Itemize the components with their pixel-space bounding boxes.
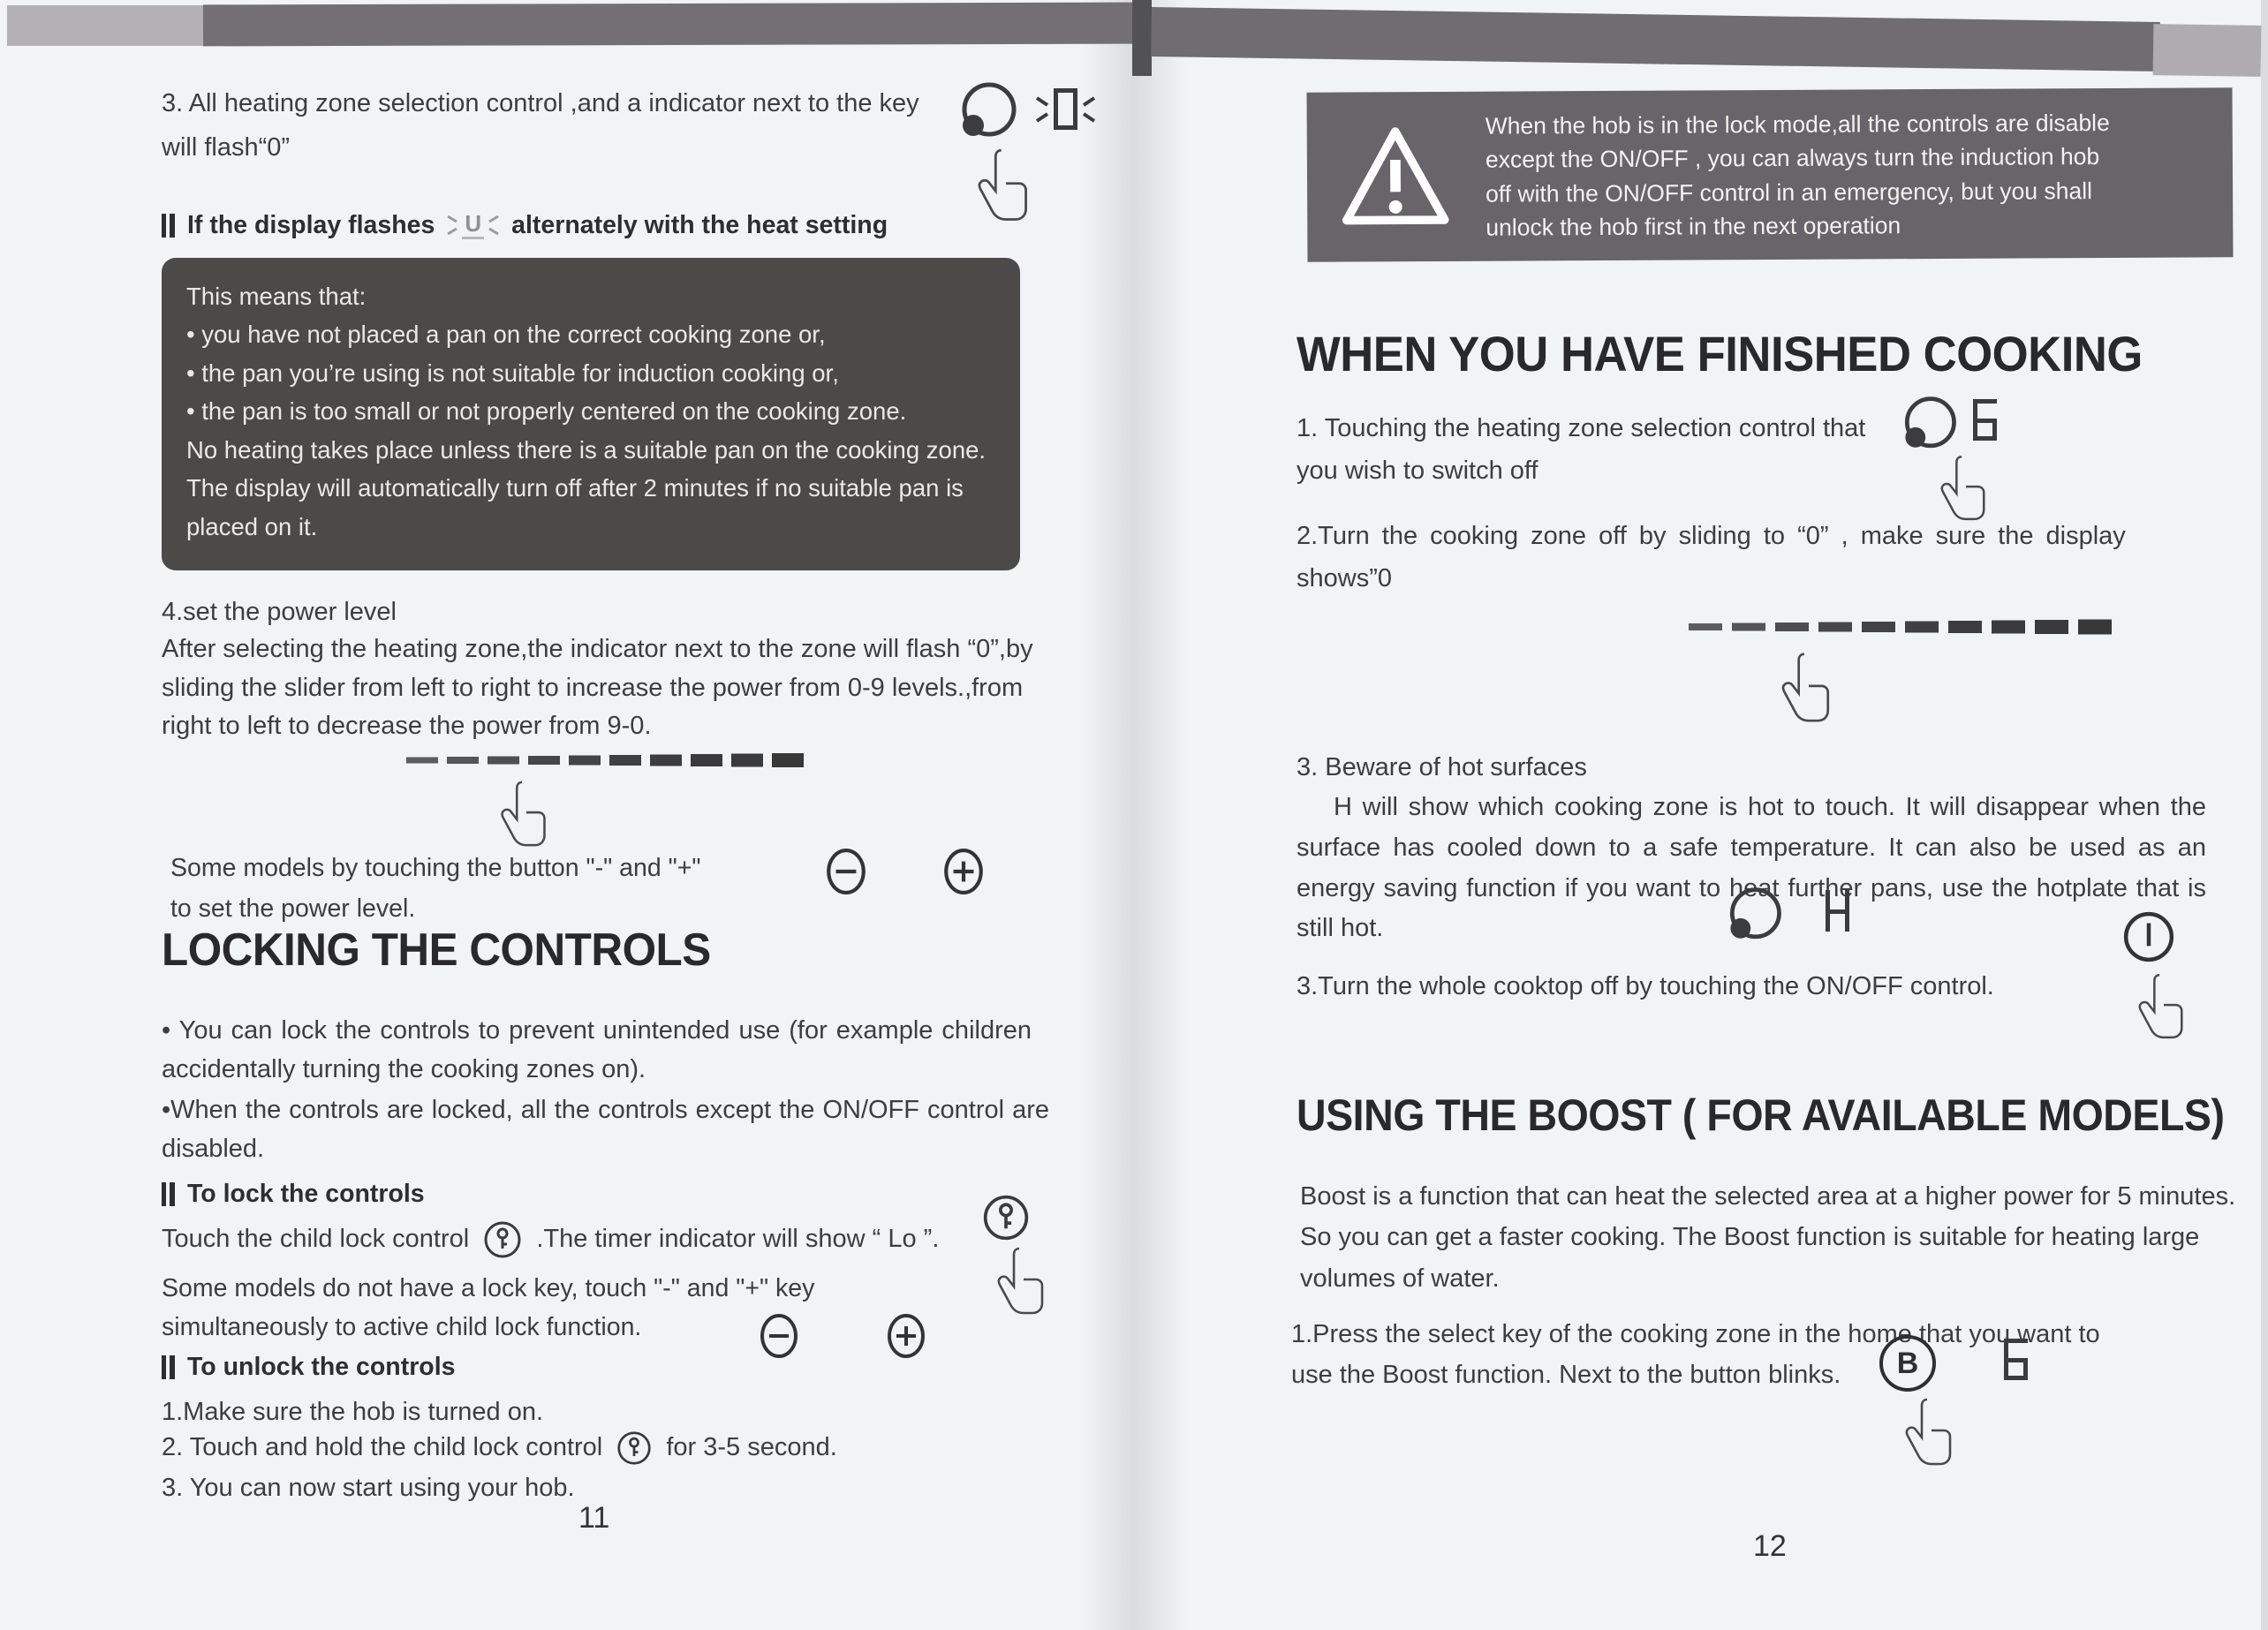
some-models-line2: to set the power level. (170, 894, 416, 923)
warning-line: off with the ON/OFF control in an emergency, but you shall (1486, 177, 2093, 208)
lock-bullet1: • You can lock the controls to prevent unintended use (for example children accidentally turning the cooking zones on). (162, 1016, 1032, 1083)
info-box-bullet: • the pan is too small or not properly centered on the cooking zone. (186, 397, 907, 426)
to-lock-line2: Some models do not have a lock key, touch "-" and "+" key (162, 1274, 815, 1302)
info-box-bullet: • you have not placed a pan on the correct cooking zone or, (186, 321, 826, 349)
step4-title: 4.set the power level (162, 598, 397, 626)
unlock-step3: 3. You can now start using your hob. (162, 1474, 575, 1502)
flash-heading-post: alternately with the heat setting (511, 210, 888, 239)
plus-button-icon (941, 846, 986, 897)
finished-step1-line2: you wish to switch off (1297, 457, 1538, 485)
info-box-note: No heating takes place unless there is a suitable pan on the cooking zone. (186, 435, 987, 464)
warning-triangle-icon (1339, 115, 1453, 239)
unlock-step2 (162, 1429, 1054, 1468)
warning-line: unlock the hob first in the next operation (1486, 212, 1901, 241)
top-bar-light-left (7, 5, 203, 46)
some-models-line1: Some models by touching the button "-" and "+" (170, 854, 701, 882)
minus-button-icon (824, 846, 868, 897)
finished-step2-line1: 2.Turn the cooking zone off by sliding to “0” , make sure the display (1297, 522, 2126, 550)
pointing-hand-icon (996, 1243, 1049, 1321)
flash-rays-left-icon (447, 210, 457, 240)
minus-button-icon (758, 1312, 800, 1360)
flash-rays-left-icon (1035, 89, 1049, 130)
to-lock-line1 (162, 1220, 1054, 1259)
pointing-hand-icon (1939, 452, 1991, 526)
power-slider-dashes (406, 751, 813, 770)
to-lock-line3: simultaneously to active child lock function. (162, 1313, 642, 1341)
power-slider-dashes (1689, 616, 2118, 638)
warning-line: except the ON/OFF , you can always turn the induction hob (1485, 143, 2100, 174)
top-bar-light-right (2153, 24, 2262, 77)
info-box-bullet: • the pan you’re using is not suitable for induction cooking or, (186, 358, 839, 387)
double-bars-icon (162, 1182, 175, 1206)
seven-segment-zero (1054, 88, 1077, 130)
boost-b-label: B (1896, 1346, 1919, 1380)
locking-controls-title: LOCKING THE CONTROLS (162, 924, 711, 976)
flashing-u-indicator (447, 210, 499, 240)
child-lock-key-icon (616, 1430, 652, 1466)
child-lock-key-icon (483, 1220, 522, 1259)
to-lock-heading-label: To lock the controls (187, 1180, 425, 1208)
top-bar-dark-left (203, 3, 1132, 47)
warning-line: When the hob is in the lock mode,all the controls are disable (1485, 109, 2110, 140)
on-off-power-icon (2121, 909, 2176, 964)
page-number-right: 12 (1753, 1529, 1787, 1563)
to-unlock-heading (162, 1353, 455, 1382)
finished-step2-line2: shows”0 (1297, 564, 1392, 592)
child-lock-key-icon (982, 1194, 1030, 1241)
unlock-step1: 1.Make sure the hob is turned on. (162, 1398, 544, 1426)
info-box (162, 258, 1020, 570)
flash-u-symbol: U (462, 211, 484, 239)
hot-surface-ring-icon (1720, 883, 1788, 950)
unlock-step2-pre: 2. Touch and hold the child lock control (162, 1433, 603, 1461)
warning-text (1486, 105, 2211, 245)
flash-display-heading (162, 210, 888, 240)
unlock-step2-post: for 3-5 second. (666, 1433, 837, 1461)
step3-line2: will flash“0” (162, 133, 291, 162)
finished-step3-body: H will show which cooking zone is hot to touch. It will disappear when the surface has cooled down to a safe temperature. It can also be used as an energy saving function if you want to heat further pans, use the hotplate that is still hot. (1297, 793, 2206, 943)
step3-line1: 3. All heating zone selection control ,and a indicator next to the key (162, 89, 919, 117)
pointing-hand-icon (2137, 970, 2189, 1045)
info-box-note: The display will automatically turn off after 2 minutes if no suitable pan is placed on it. (186, 474, 964, 540)
pointing-hand-icon (1780, 650, 1835, 728)
seven-segment-h (1826, 890, 1849, 932)
page-number-left: 11 (578, 1501, 610, 1535)
plus-button-icon (885, 1312, 927, 1360)
flash-heading-pre: If the display flashes (187, 210, 435, 239)
zone-select-ring-icon (952, 78, 1023, 148)
boost-body: Boost is a function that can heat the selected area at a higher power for 5 minutes. So you can get a faster cooking. The Boost function is suitable for heating large volumes of water. (1300, 1182, 2236, 1293)
seven-segment-six (2004, 1339, 2028, 1380)
zone-select-ring-icon (1895, 392, 1962, 459)
finished-step3-title: 3. Beware of hot surfaces (1297, 753, 1587, 781)
finished-cooking-title: WHEN YOU HAVE FINISHED COOKING (1297, 326, 2143, 381)
gutter-dark-sliver (1132, 0, 1152, 76)
to-unlock-heading-label: To unlock the controls (187, 1353, 456, 1381)
to-lock-heading (162, 1180, 425, 1209)
to-lock-line1-post: .The timer indicator will show “ Lo ”. (536, 1225, 940, 1253)
finished-step4: 3.Turn the whole cooktop off by touching the ON/OFF control. (1297, 972, 1994, 1000)
step4-body: After selecting the heating zone,the indicator next to the zone will flash “0”,by sliding the slider from left to right to increase the power from 0-9 levels.,from right to left to decrease the power from 9-0. (162, 635, 1033, 740)
finished-step1-line1: 1. Touching the heating zone selection control that (1297, 414, 1866, 442)
boost-b-button-icon (1879, 1335, 1936, 1392)
pointing-hand-icon (499, 779, 552, 851)
to-lock-line1-pre: Touch the child lock control (162, 1225, 470, 1253)
pointing-hand-icon (1904, 1395, 1957, 1471)
seven-segment-six (1973, 399, 1997, 441)
double-bars-icon (162, 1355, 175, 1379)
flashing-zero-indicator (1035, 88, 1096, 130)
lock-bullet2: •When the controls are locked, all the controls except the ON/OFF control are disabled. (162, 1096, 1049, 1163)
pointing-hand-icon (976, 147, 1034, 226)
boost-step1-line1: 1.Press the select key of the cooking zone in the home that you want to (1291, 1320, 2100, 1348)
boost-title: USING THE BOOST ( FOR AVAILABLE MODELS) (1297, 1090, 2225, 1140)
double-bars-icon (162, 214, 175, 238)
boost-step1-line2: use the Boost function. Next to the button blinks. (1291, 1361, 1841, 1389)
flash-rays-right-icon (488, 210, 499, 240)
warning-box (1307, 87, 2234, 261)
flash-rays-right-icon (1082, 89, 1096, 130)
info-box-intro: This means that: (186, 283, 367, 310)
